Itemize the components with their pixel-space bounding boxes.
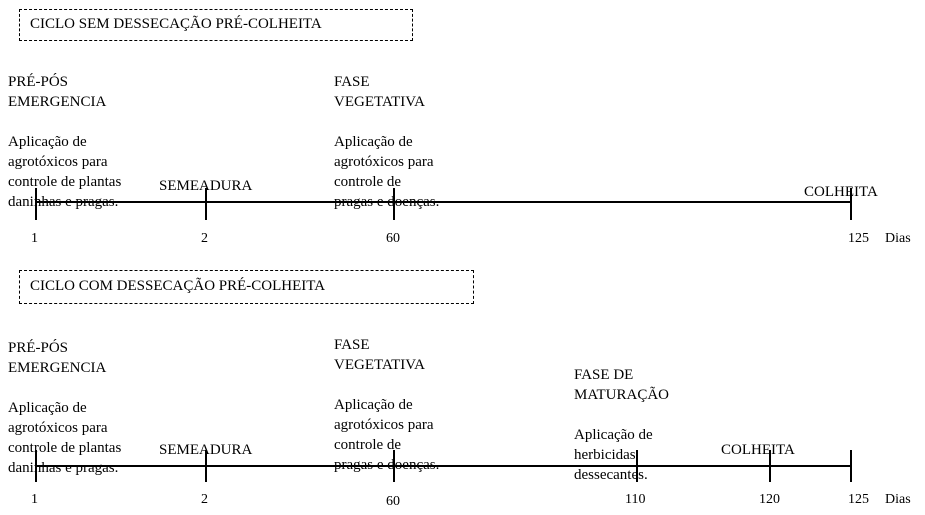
cycle-with-title: CICLO COM DESSECAÇÃO PRÉ-COLHEITA xyxy=(19,270,474,304)
phase-heading: FASE VEGETATIVA xyxy=(334,337,426,373)
phase-heading: SEMEADURA xyxy=(159,178,253,194)
tick-label: 120 xyxy=(759,492,780,507)
tick-label: 60 xyxy=(386,231,400,246)
phase-heading: COLHEITA xyxy=(721,442,795,458)
phase-heading: PRÉ-PÓS EMERGENCIA xyxy=(8,74,107,110)
phase-harvest-without xyxy=(804,162,878,222)
cycle-without-title: CICLO SEM DESSECAÇÃO PRÉ-COLHEITA xyxy=(19,9,413,41)
phase-heading: SEMEADURA xyxy=(159,442,253,458)
phase-body: Aplicação de agrotóxicos para controle de plantas daninhas e pragas. xyxy=(8,134,122,210)
phase-sowing-with xyxy=(159,420,252,480)
phase-heading: COLHEITA xyxy=(804,184,878,200)
tick-label: 60 xyxy=(386,494,400,509)
tick-label: 125 xyxy=(848,492,869,507)
tick-label: 125 xyxy=(848,231,869,246)
axis-unit-label: Dias xyxy=(885,492,911,507)
tick-label: 1 xyxy=(31,231,38,246)
tick-label: 1 xyxy=(31,492,38,507)
phase-body: Aplicação de agrotóxicos para controle de pragas e doenças. xyxy=(334,134,440,210)
phase-body: Aplicação de herbicidas dessecantes. xyxy=(574,427,653,483)
phase-heading: FASE VEGETATIVA xyxy=(334,74,426,110)
phase-harvest-with xyxy=(721,420,795,480)
tick-label: 2 xyxy=(201,492,208,507)
phase-body: Aplicação de agrotóxicos para controle de pragas e doenças. xyxy=(334,397,440,473)
phase-pre-pos-emergence-without xyxy=(8,52,121,232)
tick-label: 2 xyxy=(201,231,208,246)
phase-body: Aplicação de agrotóxicos para controle de plantas daninhas e pragas. xyxy=(8,400,122,476)
phase-maturation-with xyxy=(574,345,669,505)
tick-label: 110 xyxy=(625,492,646,507)
axis-unit-label: Dias xyxy=(885,231,911,246)
phase-vegetative-with xyxy=(334,315,439,495)
phase-heading: PRÉ-PÓS EMERGENCIA xyxy=(8,340,107,376)
phase-sowing-without xyxy=(159,156,252,216)
phase-pre-pos-emergence-with xyxy=(8,318,121,498)
phase-heading: FASE DE MATURAÇÃO xyxy=(574,367,670,403)
phase-vegetative-without xyxy=(334,52,439,232)
